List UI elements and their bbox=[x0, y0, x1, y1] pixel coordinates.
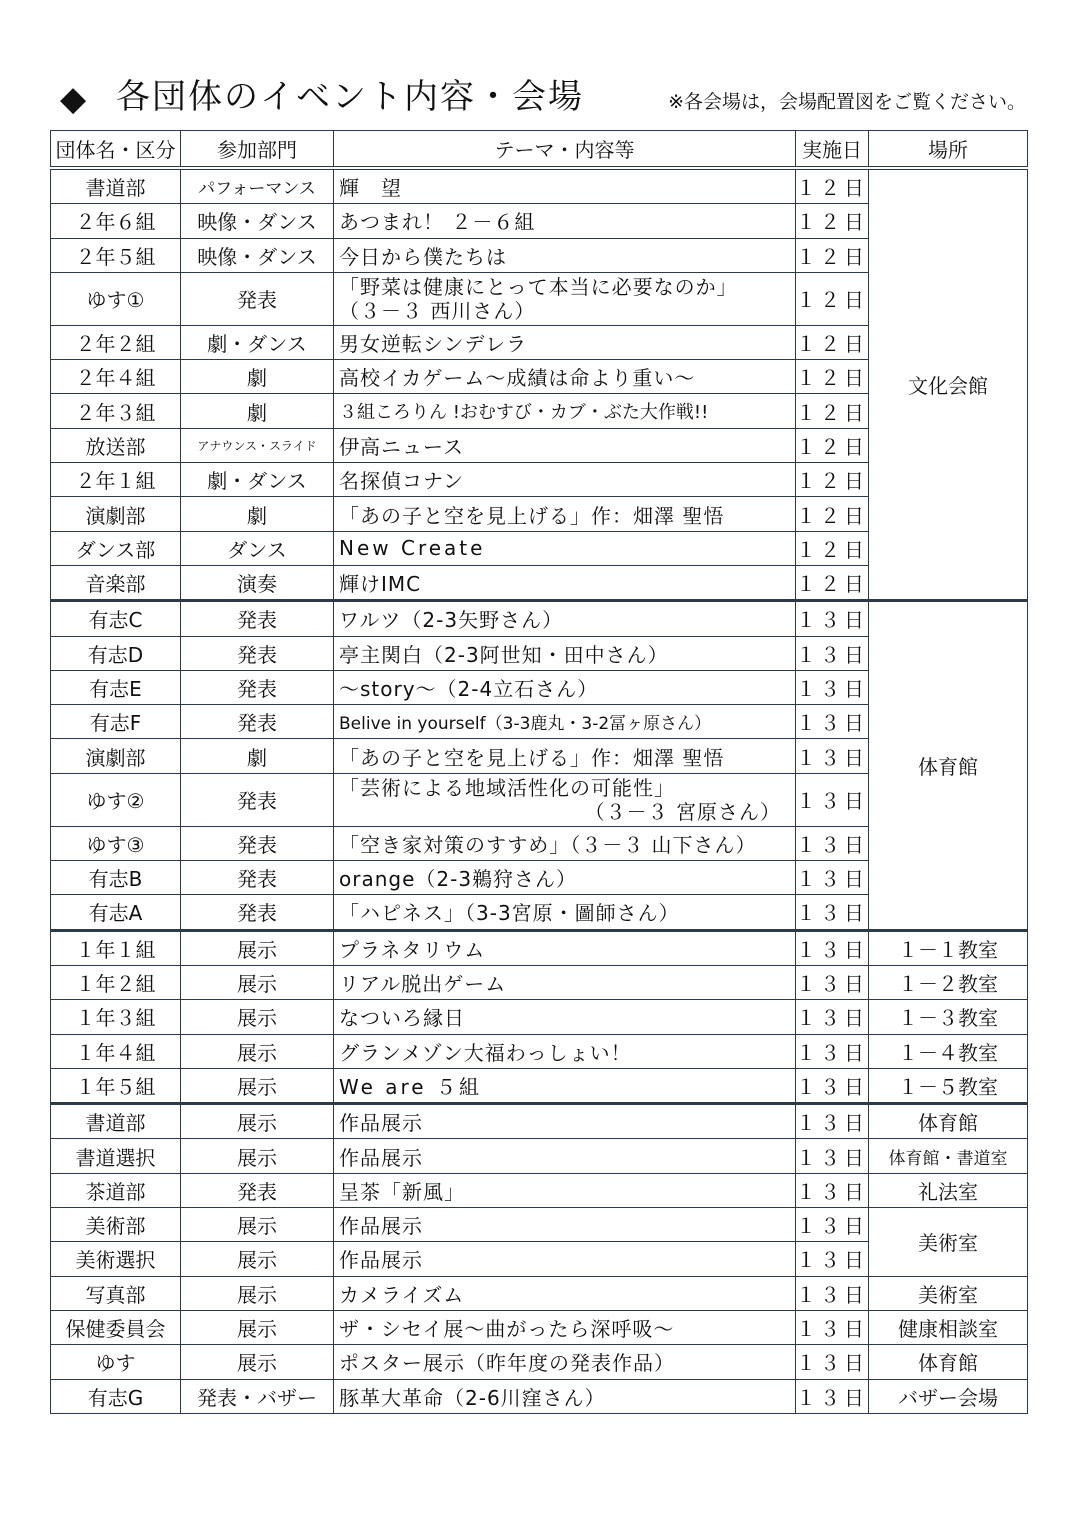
group-cell: ２年５組 bbox=[51, 238, 181, 272]
category-cell: 演奏 bbox=[181, 565, 334, 600]
category-cell: 劇 bbox=[181, 739, 334, 773]
category-cell: 劇 bbox=[181, 497, 334, 531]
content-cell: Belive in yourself（3-3鹿丸・3-2冨ヶ原さん） bbox=[334, 705, 796, 739]
category-cell: 映像・ダンス bbox=[181, 204, 334, 238]
day-cell: １３日 bbox=[796, 705, 869, 739]
table-row bbox=[51, 1208, 1028, 1242]
group-cell: １年３組 bbox=[51, 1000, 181, 1034]
group-cell: ゆす③ bbox=[51, 826, 181, 860]
day-cell: １３日 bbox=[796, 861, 869, 895]
category-cell: 発表 bbox=[181, 272, 334, 325]
place-cell: 美術室 bbox=[869, 1208, 1028, 1277]
group-cell: ２年１組 bbox=[51, 463, 181, 497]
content-line-2: （３－３ 西川さん） bbox=[339, 298, 536, 323]
day-cell: １３日 bbox=[796, 1276, 869, 1310]
table-row bbox=[51, 1068, 1028, 1103]
day-cell: １３日 bbox=[796, 773, 869, 826]
content-cell: 「ハピネス」（3-3宮原・圖師さん） bbox=[334, 895, 796, 930]
table-row bbox=[51, 1310, 1028, 1344]
category-cell: 劇・ダンス bbox=[181, 325, 334, 359]
day-cell: １３日 bbox=[796, 1000, 869, 1034]
table-row bbox=[51, 168, 1028, 204]
content-cell: 作品展示 bbox=[334, 1208, 796, 1242]
day-cell: １２日 bbox=[796, 360, 869, 394]
day-cell: １３日 bbox=[796, 1242, 869, 1276]
group-cell: ２年６組 bbox=[51, 204, 181, 238]
group-cell: ２年４組 bbox=[51, 360, 181, 394]
content-cell: 作品展示 bbox=[334, 1242, 796, 1276]
category-cell: 映像・ダンス bbox=[181, 238, 334, 272]
place-cell: 体育館・書道室 bbox=[869, 1139, 1028, 1173]
venue-note: ※各会場は，会場配置図をご覧ください。 bbox=[668, 91, 1026, 113]
group-cell: １年４組 bbox=[51, 1034, 181, 1068]
day-cell: １３日 bbox=[796, 1173, 869, 1207]
category-cell: 展示 bbox=[181, 1310, 334, 1344]
group-cell: １年２組 bbox=[51, 965, 181, 999]
place-cell: 美術室 bbox=[869, 1276, 1028, 1310]
group-cell: 有志D bbox=[51, 636, 181, 670]
day-cell: １２日 bbox=[796, 204, 869, 238]
table-row bbox=[51, 1034, 1028, 1068]
content-cell: 作品展示 bbox=[334, 1139, 796, 1173]
content-cell: We are ５組 bbox=[334, 1068, 796, 1103]
category-cell: 展示 bbox=[181, 1034, 334, 1068]
event-table bbox=[50, 130, 1028, 1414]
content-cell: カメライズム bbox=[334, 1276, 796, 1310]
day-cell: １３日 bbox=[796, 1068, 869, 1103]
day-cell: １３日 bbox=[796, 601, 869, 636]
day-cell: １３日 bbox=[796, 1034, 869, 1068]
content-cell: 伊高ニュース bbox=[334, 428, 796, 462]
group-cell: 美術部 bbox=[51, 1208, 181, 1242]
group-cell: 保健委員会 bbox=[51, 1310, 181, 1344]
day-cell: １２日 bbox=[796, 394, 869, 428]
content-cell: 亭主関白（2-3阿世知・田中さん） bbox=[334, 636, 796, 670]
group-cell: 写真部 bbox=[51, 1276, 181, 1310]
content-cell: ３組ころりん !おむすび・カブ・ぶた大作戦!! bbox=[334, 394, 796, 428]
col-header-place: 場所 bbox=[869, 131, 1028, 169]
day-cell: １２日 bbox=[796, 238, 869, 272]
category-cell: 展示 bbox=[181, 930, 334, 965]
day-cell: １２日 bbox=[796, 463, 869, 497]
category-cell: 発表 bbox=[181, 670, 334, 704]
place-cell: 体育館 bbox=[869, 1104, 1028, 1139]
content-cell: 作品展示 bbox=[334, 1104, 796, 1139]
place-cell: 健康相談室 bbox=[869, 1310, 1028, 1344]
day-cell: １３日 bbox=[796, 826, 869, 860]
day-cell: １２日 bbox=[796, 531, 869, 565]
category-cell: パフォーマンス bbox=[181, 168, 334, 204]
category-cell: 発表 bbox=[181, 861, 334, 895]
content-cell: 男女逆転シンデレラ bbox=[334, 325, 796, 359]
group-cell: 有志E bbox=[51, 670, 181, 704]
table-row bbox=[51, 1276, 1028, 1310]
day-cell: １２日 bbox=[796, 272, 869, 325]
content-cell: リアル脱出ゲーム bbox=[334, 965, 796, 999]
group-cell: 有志F bbox=[51, 705, 181, 739]
group-cell: 有志A bbox=[51, 895, 181, 930]
category-cell: 劇 bbox=[181, 360, 334, 394]
day-cell: １３日 bbox=[796, 739, 869, 773]
day-cell: １２日 bbox=[796, 565, 869, 600]
day-cell: １２日 bbox=[796, 497, 869, 531]
group-cell: 有志C bbox=[51, 601, 181, 636]
group-cell: 書道選択 bbox=[51, 1139, 181, 1173]
day-cell: １３日 bbox=[796, 930, 869, 965]
group-cell: 美術選択 bbox=[51, 1242, 181, 1276]
group-cell: １年１組 bbox=[51, 930, 181, 965]
page-header bbox=[60, 74, 1040, 124]
content-cell: 今日から僕たちは bbox=[334, 238, 796, 272]
group-cell: 演劇部 bbox=[51, 497, 181, 531]
place-cell: １－１教室 bbox=[869, 930, 1028, 965]
table-row bbox=[51, 1000, 1028, 1034]
table-header-row bbox=[51, 131, 1028, 169]
place-cell: １－２教室 bbox=[869, 965, 1028, 999]
group-cell: 放送部 bbox=[51, 428, 181, 462]
col-header-day: 実施日 bbox=[796, 131, 869, 169]
category-cell: 展示 bbox=[181, 1068, 334, 1103]
day-cell: １３日 bbox=[796, 1379, 869, 1413]
category-cell: 劇 bbox=[181, 394, 334, 428]
group-cell: 茶道部 bbox=[51, 1173, 181, 1207]
day-cell: １３日 bbox=[796, 965, 869, 999]
place-cell: 礼法室 bbox=[869, 1173, 1028, 1207]
day-cell: １２日 bbox=[796, 168, 869, 204]
table-row bbox=[51, 930, 1028, 965]
day-cell: １３日 bbox=[796, 1104, 869, 1139]
category-cell: 発表 bbox=[181, 601, 334, 636]
group-cell: ゆす bbox=[51, 1345, 181, 1379]
group-cell: ２年３組 bbox=[51, 394, 181, 428]
group-cell: 演劇部 bbox=[51, 739, 181, 773]
category-cell: ダンス bbox=[181, 531, 334, 565]
content-cell: あつまれ！ ２－６組 bbox=[334, 204, 796, 238]
content-cell: New Create bbox=[334, 531, 796, 565]
category-cell: 劇・ダンス bbox=[181, 463, 334, 497]
group-cell: 書道部 bbox=[51, 168, 181, 204]
category-cell: 展示 bbox=[181, 1000, 334, 1034]
table-row bbox=[51, 1173, 1028, 1207]
content-cell: ワルツ（2-3矢野さん） bbox=[334, 601, 796, 636]
day-cell: １３日 bbox=[796, 1310, 869, 1344]
category-cell: 発表 bbox=[181, 636, 334, 670]
page-title: 各団体のイベント内容・会場 bbox=[116, 77, 584, 117]
table-row bbox=[51, 1104, 1028, 1139]
content-cell bbox=[334, 773, 796, 826]
content-cell: グランメゾン大福わっしょい！ bbox=[334, 1034, 796, 1068]
category-cell: 展示 bbox=[181, 1345, 334, 1379]
group-cell: ２年２組 bbox=[51, 325, 181, 359]
place-cell: １－５教室 bbox=[869, 1068, 1028, 1103]
table-row bbox=[51, 1139, 1028, 1173]
group-cell: 書道部 bbox=[51, 1104, 181, 1139]
group-cell: 有志B bbox=[51, 861, 181, 895]
group-cell: ゆす① bbox=[51, 272, 181, 325]
group-cell: 音楽部 bbox=[51, 565, 181, 600]
category-cell: 発表 bbox=[181, 1173, 334, 1207]
content-cell: 呈茶「新風」 bbox=[334, 1173, 796, 1207]
col-header-content: テーマ・内容等 bbox=[334, 131, 796, 169]
content-cell: プラネタリウム bbox=[334, 930, 796, 965]
category-cell: 展示 bbox=[181, 965, 334, 999]
content-cell: 名探偵コナン bbox=[334, 463, 796, 497]
category-cell: アナウンス・スライド bbox=[181, 428, 334, 462]
diamond-bullet-icon: ◆ bbox=[60, 79, 87, 119]
category-cell: 発表・バザー bbox=[181, 1379, 334, 1413]
content-cell: 「あの子と空を見上げる」作：畑澤 聖悟 bbox=[334, 497, 796, 531]
content-cell: orange（2-3鵜狩さん） bbox=[334, 861, 796, 895]
category-cell: 展示 bbox=[181, 1208, 334, 1242]
content-cell: 「空き家対策のすすめ」（３－３ 山下さん） bbox=[334, 826, 796, 860]
day-cell: １２日 bbox=[796, 428, 869, 462]
place-cell: １－４教室 bbox=[869, 1034, 1028, 1068]
category-cell: 展示 bbox=[181, 1139, 334, 1173]
group-cell: １年５組 bbox=[51, 1068, 181, 1103]
table-row bbox=[51, 965, 1028, 999]
place-cell: 体育館 bbox=[869, 1345, 1028, 1379]
content-cell: ～story～（2-4立石さん） bbox=[334, 670, 796, 704]
content-cell: ザ・シセイ展～曲がったら深呼吸～ bbox=[334, 1310, 796, 1344]
day-cell: １３日 bbox=[796, 895, 869, 930]
group-cell: ダンス部 bbox=[51, 531, 181, 565]
day-cell: １３日 bbox=[796, 636, 869, 670]
table-row bbox=[51, 1379, 1028, 1413]
content-cell: 高校イカゲーム～成績は命より重い～ bbox=[334, 360, 796, 394]
content-cell: ポスター展示（昨年度の発表作品） bbox=[334, 1345, 796, 1379]
place-cell: バザー会場 bbox=[869, 1379, 1028, 1413]
content-cell: 「あの子と空を見上げる」作：畑澤 聖悟 bbox=[334, 739, 796, 773]
content-cell: なついろ縁日 bbox=[334, 1000, 796, 1034]
category-cell: 発表 bbox=[181, 895, 334, 930]
category-cell: 展示 bbox=[181, 1104, 334, 1139]
table-row bbox=[51, 1345, 1028, 1379]
content-line-1: 「野菜は健康にとって本当に必要なのか」 bbox=[339, 274, 738, 299]
day-cell: １２日 bbox=[796, 325, 869, 359]
category-cell: 発表 bbox=[181, 773, 334, 826]
content-cell bbox=[334, 272, 796, 325]
col-header-group: 団体名・区分 bbox=[51, 131, 181, 169]
day-cell: １３日 bbox=[796, 670, 869, 704]
group-cell: ゆす② bbox=[51, 773, 181, 826]
content-line-2: （３－３ 宮原さん） bbox=[584, 799, 781, 824]
content-cell: 豚革大革命（2-6川窪さん） bbox=[334, 1379, 796, 1413]
day-cell: １３日 bbox=[796, 1208, 869, 1242]
category-cell: 展示 bbox=[181, 1242, 334, 1276]
group-cell: 有志G bbox=[51, 1379, 181, 1413]
category-cell: 発表 bbox=[181, 705, 334, 739]
day-cell: １３日 bbox=[796, 1345, 869, 1379]
content-cell: 輝けIMC bbox=[334, 565, 796, 600]
col-header-category: 参加部門 bbox=[181, 131, 334, 169]
place-cell: １－３教室 bbox=[869, 1000, 1028, 1034]
place-cell: 体育館 bbox=[869, 601, 1028, 930]
category-cell: 発表 bbox=[181, 826, 334, 860]
place-cell: 文化会館 bbox=[869, 168, 1028, 601]
content-cell: 輝 望 bbox=[334, 168, 796, 204]
table-row bbox=[51, 601, 1028, 636]
content-line-1: 「芸術による地域活性化の可能性」 bbox=[339, 775, 675, 800]
day-cell: １３日 bbox=[796, 1139, 869, 1173]
category-cell: 展示 bbox=[181, 1276, 334, 1310]
